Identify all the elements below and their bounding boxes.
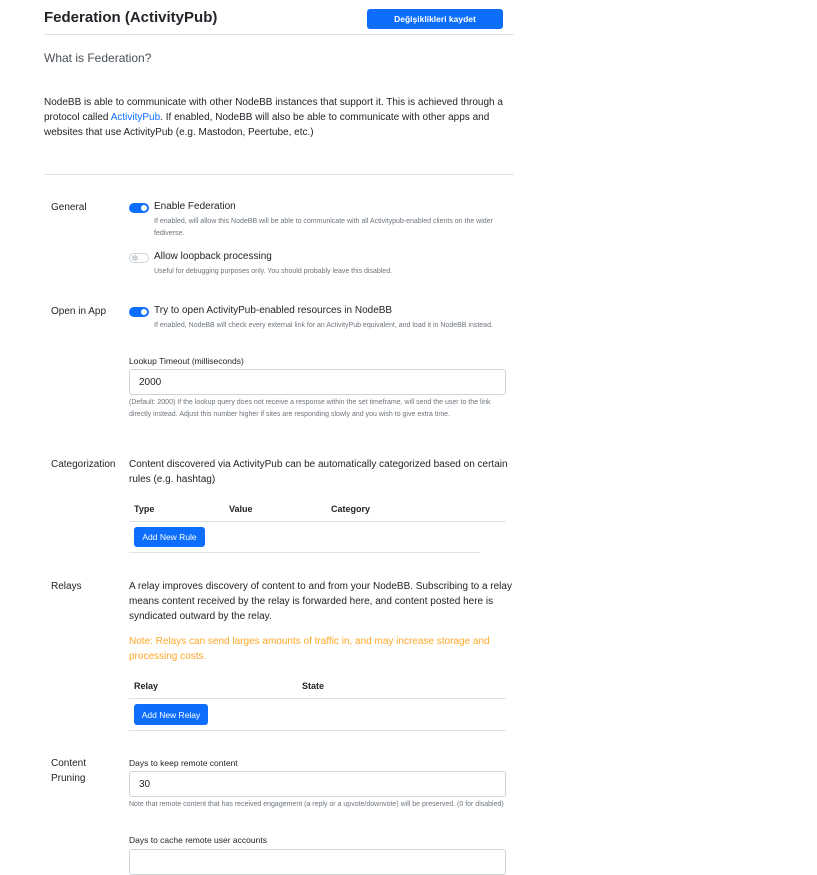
relays-col-state: State — [302, 681, 325, 691]
loopback-processing-help: Useful for debugging purposes only. You should probably leave this disabled. — [154, 268, 393, 275]
intro-heading: What is Federation? — [44, 51, 152, 65]
activitypub-link[interactable]: ActivityPub — [110, 112, 161, 123]
rules-header-divider — [129, 521, 506, 522]
content-pruning-section-label: Content Pruning — [51, 758, 87, 784]
intro-divider — [44, 174, 514, 175]
general-section-label: General — [51, 202, 87, 213]
days-keep-content-label: Days to keep remote content — [129, 758, 238, 768]
relays-warning: Note: Relays can send larges amounts of traffic in, and may increase storage and processing costs. — [129, 636, 490, 662]
intro-text-before: NodeBB is able to communicate with other NodeBB instances that support it. This is achieved through a protocol called — [44, 97, 503, 123]
relays-section-label: Relays — [51, 581, 82, 592]
days-keep-content-help: Note that remote content that has received engagement (a reply or a upvote/downvote) will be preserved. (0 for disabled) — [129, 801, 504, 808]
lookup-timeout-input[interactable]: 2000 — [129, 369, 506, 395]
open-in-nodebb-label: Try to open ActivityPub-enabled resources in NodeBB — [154, 305, 393, 316]
intro-text — [44, 95, 514, 140]
page-title: Federation (ActivityPub) — [44, 9, 218, 26]
enable-federation-label: Enable Federation — [154, 201, 236, 212]
header-divider — [44, 34, 514, 35]
intro-text-after: . If enabled, NodeBB will also be able to communicate with other apps and websites that use ActivityPub (e.g. Mastodon, Peertube, etc.) — [44, 112, 490, 138]
categorization-section-label: Categorization — [51, 459, 116, 470]
relays-header-divider — [129, 698, 506, 699]
lookup-timeout-help: (Default: 2000) If the lookup query does not receive a response within the set timeframe, will send the user to the link directly instead. Adjust this number higher if sites are responding slowly and you wish to give extra time. — [129, 399, 491, 418]
save-changes-button[interactable]: Değişiklikleri kaydet — [367, 9, 503, 29]
enable-federation-help: If enabled, will allow this NodeBB will be able to communicate with all Activitypub-enabled clients on the wider fediverse. — [154, 218, 493, 237]
enable-federation-toggle[interactable] — [129, 203, 149, 213]
days-cache-users-input[interactable] — [129, 849, 506, 875]
open-in-nodebb-toggle[interactable] — [129, 307, 149, 317]
relays-footer-divider — [129, 730, 506, 731]
relays-description: A relay improves discovery of content to and from your NodeBB. Subscribing to a relay means content received by the relay is forwarded here, and content posted here is syndicated outward by the relay. — [129, 581, 512, 622]
loopback-processing-toggle[interactable] — [129, 253, 149, 263]
rules-footer-divider — [129, 552, 480, 553]
relays-col-relay: Relay — [134, 681, 159, 691]
add-new-relay-button[interactable]: Add New Relay — [134, 704, 208, 725]
rules-col-category: Category — [331, 504, 371, 514]
add-new-rule-button[interactable]: Add New Rule — [134, 527, 205, 547]
categorization-description: Content discovered via ActivityPub can be automatically categorized based on certain rules (e.g. hashtag) — [129, 459, 508, 485]
days-cache-users-label: Days to cache remote user accounts — [129, 835, 267, 845]
rules-col-type: Type — [134, 504, 155, 514]
days-keep-content-input[interactable]: 30 — [129, 771, 506, 797]
open-in-nodebb-help: If enabled, NodeBB will check every external link for an ActivityPub equivalent, and load it in NodeBB instead. — [154, 322, 493, 329]
lookup-timeout-label: Lookup Timeout (milliseconds) — [129, 356, 244, 366]
rules-col-value: Value — [229, 504, 253, 514]
loopback-processing-label: Allow loopback processing — [154, 251, 272, 262]
open-in-app-section-label: Open in App — [51, 306, 107, 317]
